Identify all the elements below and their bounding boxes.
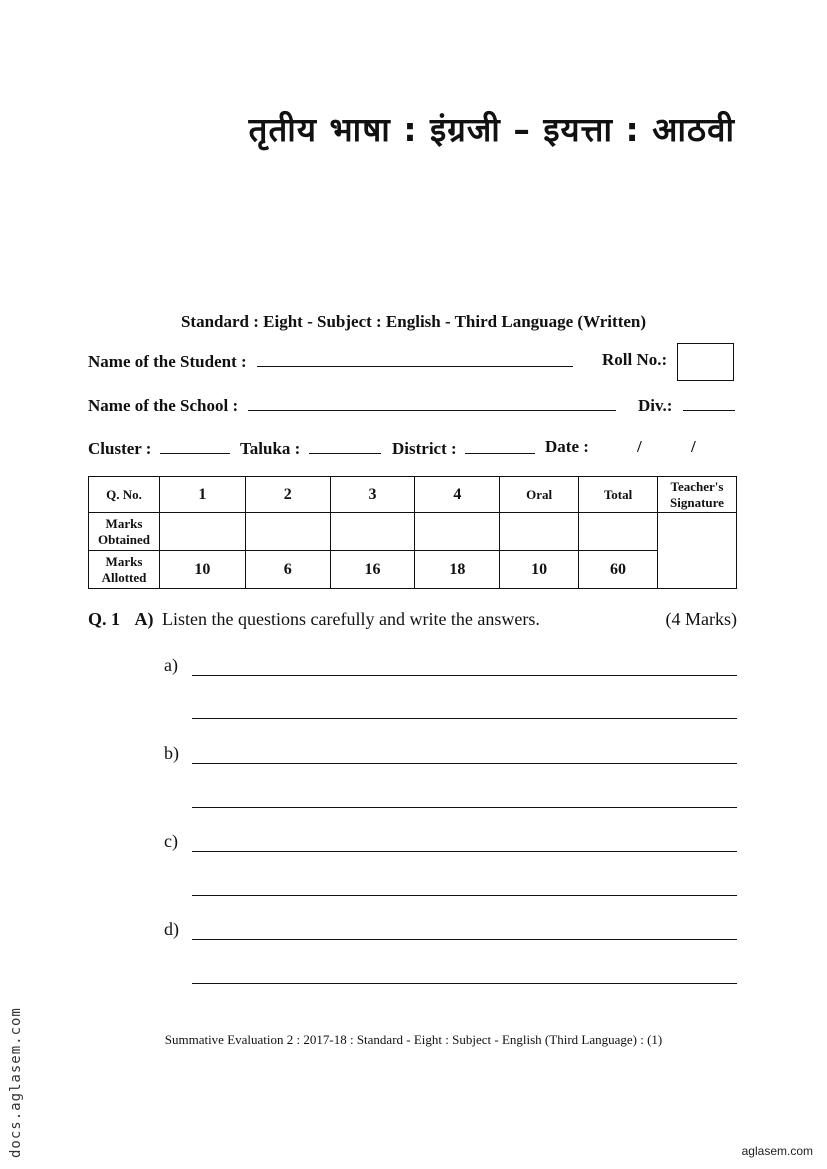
allotted-cell: 10 [159, 551, 245, 589]
allotted-cell: 10 [500, 551, 579, 589]
marks-allotted-row [89, 551, 737, 589]
div-label: Div.: [638, 396, 673, 415]
answer-label-a: a) [164, 655, 178, 675]
div-field[interactable] [683, 394, 735, 411]
side-watermark: docs.aglasem.com [8, 1007, 24, 1158]
obtained-cell[interactable] [159, 513, 245, 551]
answer-line[interactable] [192, 850, 737, 852]
answer-line[interactable] [192, 982, 737, 984]
allotted-cell: 18 [415, 551, 500, 589]
marks-obtained-row [89, 513, 737, 551]
answer-line[interactable] [192, 717, 737, 719]
taluka-field[interactable] [309, 437, 381, 454]
school-name-label: Name of the School : [88, 396, 239, 415]
obtained-cell[interactable] [500, 513, 579, 551]
exam-subtitle: Standard : Eight - Subject : English - Third Language (Written) [180, 312, 647, 331]
taluka-group [240, 437, 381, 459]
obtained-cell[interactable] [245, 513, 330, 551]
location-row [88, 437, 230, 459]
header-cell: Q. No. [89, 477, 160, 513]
district-label: District : [392, 439, 457, 458]
roll-no-label: Roll No.: [602, 350, 668, 369]
question-text: Listen the questions carefully and write the answers. [162, 609, 540, 629]
date-separator-2: / [691, 437, 696, 456]
answer-line[interactable] [192, 806, 737, 808]
school-name-field[interactable] [248, 394, 616, 411]
row-label: Marks Obtained [89, 513, 160, 551]
obtained-cell[interactable] [330, 513, 415, 551]
obtained-cell[interactable] [579, 513, 658, 551]
allotted-cell: 60 [579, 551, 658, 589]
header-cell: 4 [415, 477, 500, 513]
header-cell: Teacher's Signature [657, 477, 736, 513]
obtained-cell[interactable] [415, 513, 500, 551]
table-header-row [89, 477, 737, 513]
answer-line[interactable] [192, 894, 737, 896]
question-marks: (4 Marks) [665, 609, 737, 629]
question-1 [88, 609, 737, 630]
header-cell: 3 [330, 477, 415, 513]
district-field[interactable] [465, 437, 535, 454]
page-footer: Summative Evaluation 2 : 2017-18 : Standard - Eight : Subject - English (Third Language) : (1) [164, 1032, 663, 1047]
teacher-signature-cell[interactable] [657, 513, 736, 589]
school-name-row [88, 394, 616, 416]
student-name-row [88, 350, 573, 372]
student-name-label: Name of the Student : [88, 352, 247, 371]
answer-line[interactable] [192, 674, 737, 676]
roll-no-box[interactable] [677, 343, 734, 381]
date-label: Date : [545, 437, 589, 456]
answer-label-d: d) [164, 919, 179, 939]
taluka-label: Taluka : [240, 439, 301, 458]
date-separator-1: / [637, 437, 642, 456]
header-cell: 2 [245, 477, 330, 513]
cluster-label: Cluster : [88, 439, 152, 458]
district-group [392, 437, 535, 459]
answer-label-c: c) [164, 831, 178, 851]
corner-watermark: aglasem.com [741, 1144, 813, 1158]
question-part: A) [134, 609, 154, 629]
marks-table [88, 476, 737, 589]
allotted-cell: 6 [245, 551, 330, 589]
div-row [638, 394, 735, 416]
header-cell: Oral [500, 477, 579, 513]
header-cell: 1 [159, 477, 245, 513]
student-name-field[interactable] [257, 350, 573, 367]
cluster-field[interactable] [160, 437, 230, 454]
answer-line[interactable] [192, 938, 737, 940]
question-number: Q. 1 [88, 609, 121, 629]
allotted-cell: 16 [330, 551, 415, 589]
header-cell: Total [579, 477, 658, 513]
page-title-marathi: तृतीय भाषा : इंग्रजी – इयत्ता : आठवी [248, 110, 735, 149]
row-label: Marks Allotted [89, 551, 160, 589]
answer-label-b: b) [164, 743, 179, 763]
answer-line[interactable] [192, 762, 737, 764]
